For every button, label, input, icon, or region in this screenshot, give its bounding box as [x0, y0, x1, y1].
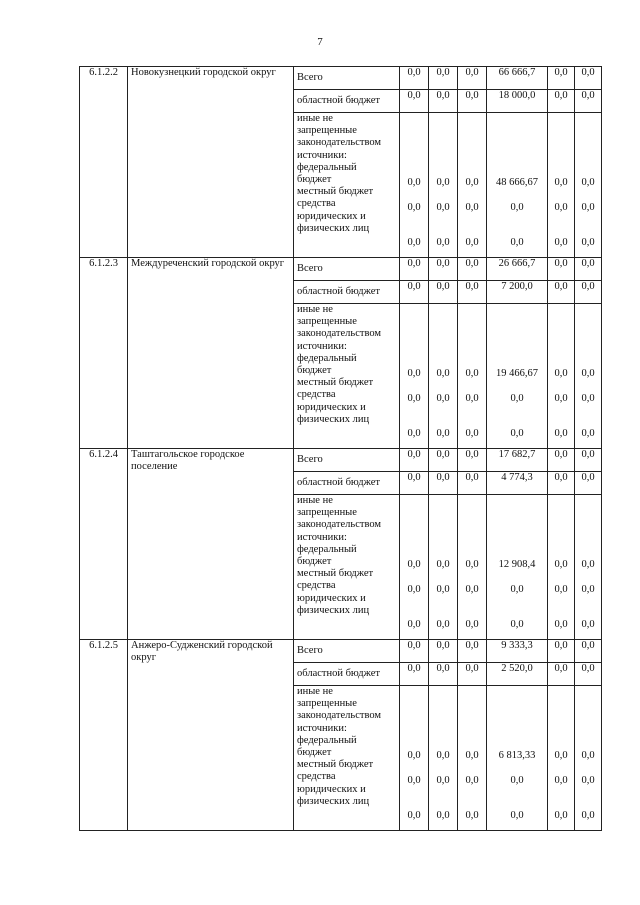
private-funds-value: 0,0: [407, 810, 421, 821]
regional-value-cell: 18 000,0: [487, 90, 548, 113]
other-sources-label: [294, 113, 400, 258]
total-value-cell: 0,0: [575, 258, 602, 281]
local-budget-value: 0,0: [465, 393, 479, 404]
regional-value-cell: 0,0: [575, 472, 602, 495]
federal-budget-value: 0,0: [436, 368, 450, 379]
regional-value-cell: 0,0: [400, 281, 429, 304]
local-budget-value: 0,0: [407, 775, 421, 786]
federal-budget-value: 0,0: [407, 750, 421, 761]
local-budget-value: 0,0: [407, 584, 421, 595]
other-sources-label-line: юридических и: [297, 783, 366, 795]
other-sources-label-line: иные не: [297, 495, 333, 506]
section-name: Новокузнецкий городской округ: [128, 67, 294, 258]
local-budget-value: 0,0: [465, 584, 479, 595]
other-sources-label: [294, 686, 400, 831]
other-sources-label-line: источники:: [297, 722, 347, 734]
local-budget-value: 0,0: [436, 393, 450, 404]
other-sources-value-cell: [575, 113, 602, 258]
other-sources-label-line: местный бюджет: [297, 377, 374, 389]
federal-budget-value: 19 466,67: [496, 368, 538, 379]
local-budget-value: 0,0: [407, 393, 421, 404]
federal-budget-value: 0,0: [436, 750, 450, 761]
total-value-cell: 0,0: [458, 640, 487, 663]
total-value-cell: 0,0: [429, 449, 458, 472]
other-sources-label-line: источники:: [297, 340, 347, 352]
other-sources-label-line: федеральный: [297, 734, 357, 746]
other-sources-label-line: законодательством: [297, 328, 382, 340]
other-sources-value-cell: [458, 686, 487, 831]
local-budget-value: 0,0: [581, 584, 595, 595]
other-sources-value-cell: [575, 304, 602, 449]
section-total-row: [80, 640, 602, 663]
regional-value-cell: 0,0: [575, 663, 602, 686]
total-label: Всего: [294, 640, 400, 663]
regional-value-cell: 0,0: [400, 663, 429, 686]
private-funds-value: 0,0: [465, 428, 479, 439]
regional-value-cell: 0,0: [400, 90, 429, 113]
other-sources-value-cell: [400, 304, 429, 449]
other-sources-label-line: законодательством: [297, 519, 382, 531]
private-funds-value: 0,0: [465, 619, 479, 630]
other-sources-label-line: юридических и: [297, 592, 366, 604]
other-sources-label-line: федеральный: [297, 161, 357, 173]
other-sources-value-cell: [458, 113, 487, 258]
local-budget-value: 0,0: [436, 584, 450, 595]
other-sources-value-cell: [575, 495, 602, 640]
local-budget-value: 0,0: [554, 775, 568, 786]
total-value-cell: 0,0: [429, 640, 458, 663]
regional-value-cell: 0,0: [458, 90, 487, 113]
other-sources-label-line: бюджет: [297, 365, 332, 377]
private-funds-value: 0,0: [465, 237, 479, 248]
federal-budget-value: 0,0: [581, 559, 595, 570]
local-budget-value: 0,0: [554, 202, 568, 213]
other-sources-label-line: иные не: [297, 686, 333, 697]
other-sources-label-line: бюджет: [297, 174, 332, 186]
federal-budget-value: 0,0: [436, 559, 450, 570]
other-sources-label: [294, 304, 400, 449]
other-sources-label-line: местный бюджет: [297, 568, 374, 580]
federal-budget-value: 0,0: [465, 559, 479, 570]
private-funds-value: 0,0: [510, 619, 524, 630]
other-sources-value-cell: [429, 304, 458, 449]
other-sources-label-line: бюджет: [297, 747, 332, 759]
section-name: Таштагольское городское поселение: [128, 449, 294, 640]
federal-budget-value: 0,0: [465, 177, 479, 188]
total-value-cell: 0,0: [400, 258, 429, 281]
private-funds-value: 0,0: [436, 619, 450, 630]
regional-value-cell: 0,0: [458, 663, 487, 686]
regional-value-cell: 0,0: [575, 90, 602, 113]
other-sources-value-cell: [575, 686, 602, 831]
other-sources-label-line: юридических и: [297, 210, 366, 222]
local-budget-value: 0,0: [510, 393, 524, 404]
section-code: 6.1.2.3: [80, 258, 128, 449]
total-value-cell: 0,0: [400, 640, 429, 663]
other-sources-label-line: физических лиц: [297, 795, 370, 807]
other-sources-label-line: средства: [297, 580, 336, 592]
other-sources-value-cell: [400, 495, 429, 640]
other-sources-value-cell: [400, 113, 429, 258]
federal-budget-value: 0,0: [436, 177, 450, 188]
other-sources-label-line: источники:: [297, 149, 347, 161]
section-total-row: [80, 67, 602, 90]
total-value-cell: 0,0: [458, 67, 487, 90]
section-total-row: [80, 449, 602, 472]
total-value-cell: 0,0: [548, 449, 575, 472]
other-sources-value-cell: [487, 495, 548, 640]
private-funds-value: 0,0: [407, 237, 421, 248]
private-funds-value: 0,0: [581, 810, 595, 821]
total-value-cell: 0,0: [400, 449, 429, 472]
other-sources-label-line: федеральный: [297, 352, 357, 364]
regional-value-cell: 0,0: [548, 663, 575, 686]
federal-budget-value: 0,0: [554, 368, 568, 379]
federal-budget-value: 0,0: [581, 750, 595, 761]
other-sources-label-line: федеральный: [297, 543, 357, 555]
total-value-cell: 0,0: [458, 449, 487, 472]
total-value-cell: 0,0: [400, 67, 429, 90]
regional-value-cell: 0,0: [429, 663, 458, 686]
other-sources-label-line: физических лиц: [297, 604, 370, 616]
regional-value-cell: 0,0: [548, 472, 575, 495]
federal-budget-value: 0,0: [581, 368, 595, 379]
federal-budget-value: 0,0: [407, 559, 421, 570]
regional-value-cell: 4 774,3: [487, 472, 548, 495]
total-value-cell: 66 666,7: [487, 67, 548, 90]
local-budget-value: 0,0: [554, 584, 568, 595]
section-code: 6.1.2.2: [80, 67, 128, 258]
other-sources-value-cell: [548, 113, 575, 258]
other-sources-label-line: запрещенные: [297, 316, 357, 328]
other-sources-label-line: местный бюджет: [297, 759, 374, 771]
regional-value-cell: 0,0: [548, 281, 575, 304]
other-sources-value-cell: [487, 113, 548, 258]
local-budget-value: 0,0: [510, 202, 524, 213]
other-sources-label-line: средства: [297, 389, 336, 401]
local-budget-value: 0,0: [581, 202, 595, 213]
federal-budget-value: 0,0: [554, 559, 568, 570]
total-value-cell: 0,0: [548, 67, 575, 90]
private-funds-value: 0,0: [581, 619, 595, 630]
regional-value-cell: 7 200,0: [487, 281, 548, 304]
regional-value-cell: 0,0: [429, 90, 458, 113]
private-funds-value: 0,0: [554, 428, 568, 439]
regional-value-cell: 0,0: [548, 90, 575, 113]
regional-value-cell: 0,0: [429, 281, 458, 304]
local-budget-value: 0,0: [436, 202, 450, 213]
other-sources-value-cell: [487, 304, 548, 449]
private-funds-value: 0,0: [554, 619, 568, 630]
federal-budget-value: 0,0: [581, 177, 595, 188]
regional-value-cell: 0,0: [429, 472, 458, 495]
total-value-cell: 26 666,7: [487, 258, 548, 281]
other-sources-value-cell: [548, 495, 575, 640]
regional-value-cell: 0,0: [400, 472, 429, 495]
local-budget-value: 0,0: [510, 775, 524, 786]
section-code: 6.1.2.5: [80, 640, 128, 831]
other-sources-value-cell: [458, 304, 487, 449]
section-total-row: [80, 258, 602, 281]
other-sources-value-cell: [429, 686, 458, 831]
other-sources-label-line: законодательством: [297, 710, 382, 722]
total-value-cell: 9 333,3: [487, 640, 548, 663]
total-value-cell: 0,0: [429, 258, 458, 281]
section-name: Анжеро-Судженский городской округ: [128, 640, 294, 831]
local-budget-value: 0,0: [465, 775, 479, 786]
other-sources-label-line: физических лиц: [297, 222, 370, 234]
total-label: Всего: [294, 258, 400, 281]
regional-budget-label: областной бюджет: [294, 472, 400, 495]
regional-budget-label: областной бюджет: [294, 90, 400, 113]
local-budget-value: 0,0: [554, 393, 568, 404]
other-sources-label-line: источники:: [297, 531, 347, 543]
total-value-cell: 0,0: [458, 258, 487, 281]
total-value-cell: 17 682,7: [487, 449, 548, 472]
other-sources-value-cell: [458, 495, 487, 640]
total-label: Всего: [294, 449, 400, 472]
federal-budget-value: 0,0: [465, 750, 479, 761]
private-funds-value: 0,0: [510, 237, 524, 248]
private-funds-value: 0,0: [581, 428, 595, 439]
private-funds-value: 0,0: [436, 810, 450, 821]
federal-budget-value: 6 813,33: [498, 750, 536, 761]
section-code: 6.1.2.4: [80, 449, 128, 640]
private-funds-value: 0,0: [465, 810, 479, 821]
regional-value-cell: 0,0: [458, 472, 487, 495]
other-sources-label-line: средства: [297, 771, 336, 783]
private-funds-value: 0,0: [510, 810, 524, 821]
private-funds-value: 0,0: [407, 428, 421, 439]
local-budget-value: 0,0: [436, 775, 450, 786]
budget-table: [79, 66, 602, 831]
regional-value-cell: 0,0: [458, 281, 487, 304]
total-value-cell: 0,0: [548, 258, 575, 281]
private-funds-value: 0,0: [436, 237, 450, 248]
other-sources-label-line: иные не: [297, 304, 333, 315]
regional-value-cell: 0,0: [575, 281, 602, 304]
federal-budget-value: 48 666,67: [496, 177, 538, 188]
other-sources-value-cell: [548, 686, 575, 831]
other-sources-label-line: запрещенные: [297, 698, 357, 710]
total-value-cell: 0,0: [429, 67, 458, 90]
total-value-cell: 0,0: [548, 640, 575, 663]
total-label: Всего: [294, 67, 400, 90]
regional-value-cell: 2 520,0: [487, 663, 548, 686]
other-sources-value-cell: [548, 304, 575, 449]
other-sources-value-cell: [429, 113, 458, 258]
section-name: Междуреченский городской округ: [128, 258, 294, 449]
federal-budget-value: 0,0: [465, 368, 479, 379]
other-sources-label-line: запрещенные: [297, 125, 357, 137]
private-funds-value: 0,0: [436, 428, 450, 439]
private-funds-value: 0,0: [510, 428, 524, 439]
other-sources-label-line: бюджет: [297, 556, 332, 568]
other-sources-value-cell: [429, 495, 458, 640]
other-sources-label-line: законодательством: [297, 137, 382, 149]
other-sources-label-line: местный бюджет: [297, 186, 374, 198]
other-sources-value-cell: [487, 686, 548, 831]
other-sources-label: [294, 495, 400, 640]
federal-budget-value: 12 908,4: [498, 559, 536, 570]
page-number: 7: [317, 36, 323, 48]
federal-budget-value: 0,0: [407, 368, 421, 379]
private-funds-value: 0,0: [554, 810, 568, 821]
other-sources-label-line: иные не: [297, 113, 333, 124]
private-funds-value: 0,0: [581, 237, 595, 248]
total-value-cell: 0,0: [575, 640, 602, 663]
regional-budget-label: областной бюджет: [294, 663, 400, 686]
other-sources-label-line: юридических и: [297, 401, 366, 413]
federal-budget-value: 0,0: [554, 750, 568, 761]
other-sources-label-line: запрещенные: [297, 507, 357, 519]
local-budget-value: 0,0: [581, 393, 595, 404]
private-funds-value: 0,0: [554, 237, 568, 248]
other-sources-label-line: физических лиц: [297, 413, 370, 425]
other-sources-value-cell: [400, 686, 429, 831]
federal-budget-value: 0,0: [407, 177, 421, 188]
private-funds-value: 0,0: [407, 619, 421, 630]
federal-budget-value: 0,0: [554, 177, 568, 188]
regional-budget-label: областной бюджет: [294, 281, 400, 304]
total-value-cell: 0,0: [575, 449, 602, 472]
local-budget-value: 0,0: [510, 584, 524, 595]
local-budget-value: 0,0: [581, 775, 595, 786]
total-value-cell: 0,0: [575, 67, 602, 90]
other-sources-label-line: средства: [297, 198, 336, 210]
local-budget-value: 0,0: [465, 202, 479, 213]
local-budget-value: 0,0: [407, 202, 421, 213]
